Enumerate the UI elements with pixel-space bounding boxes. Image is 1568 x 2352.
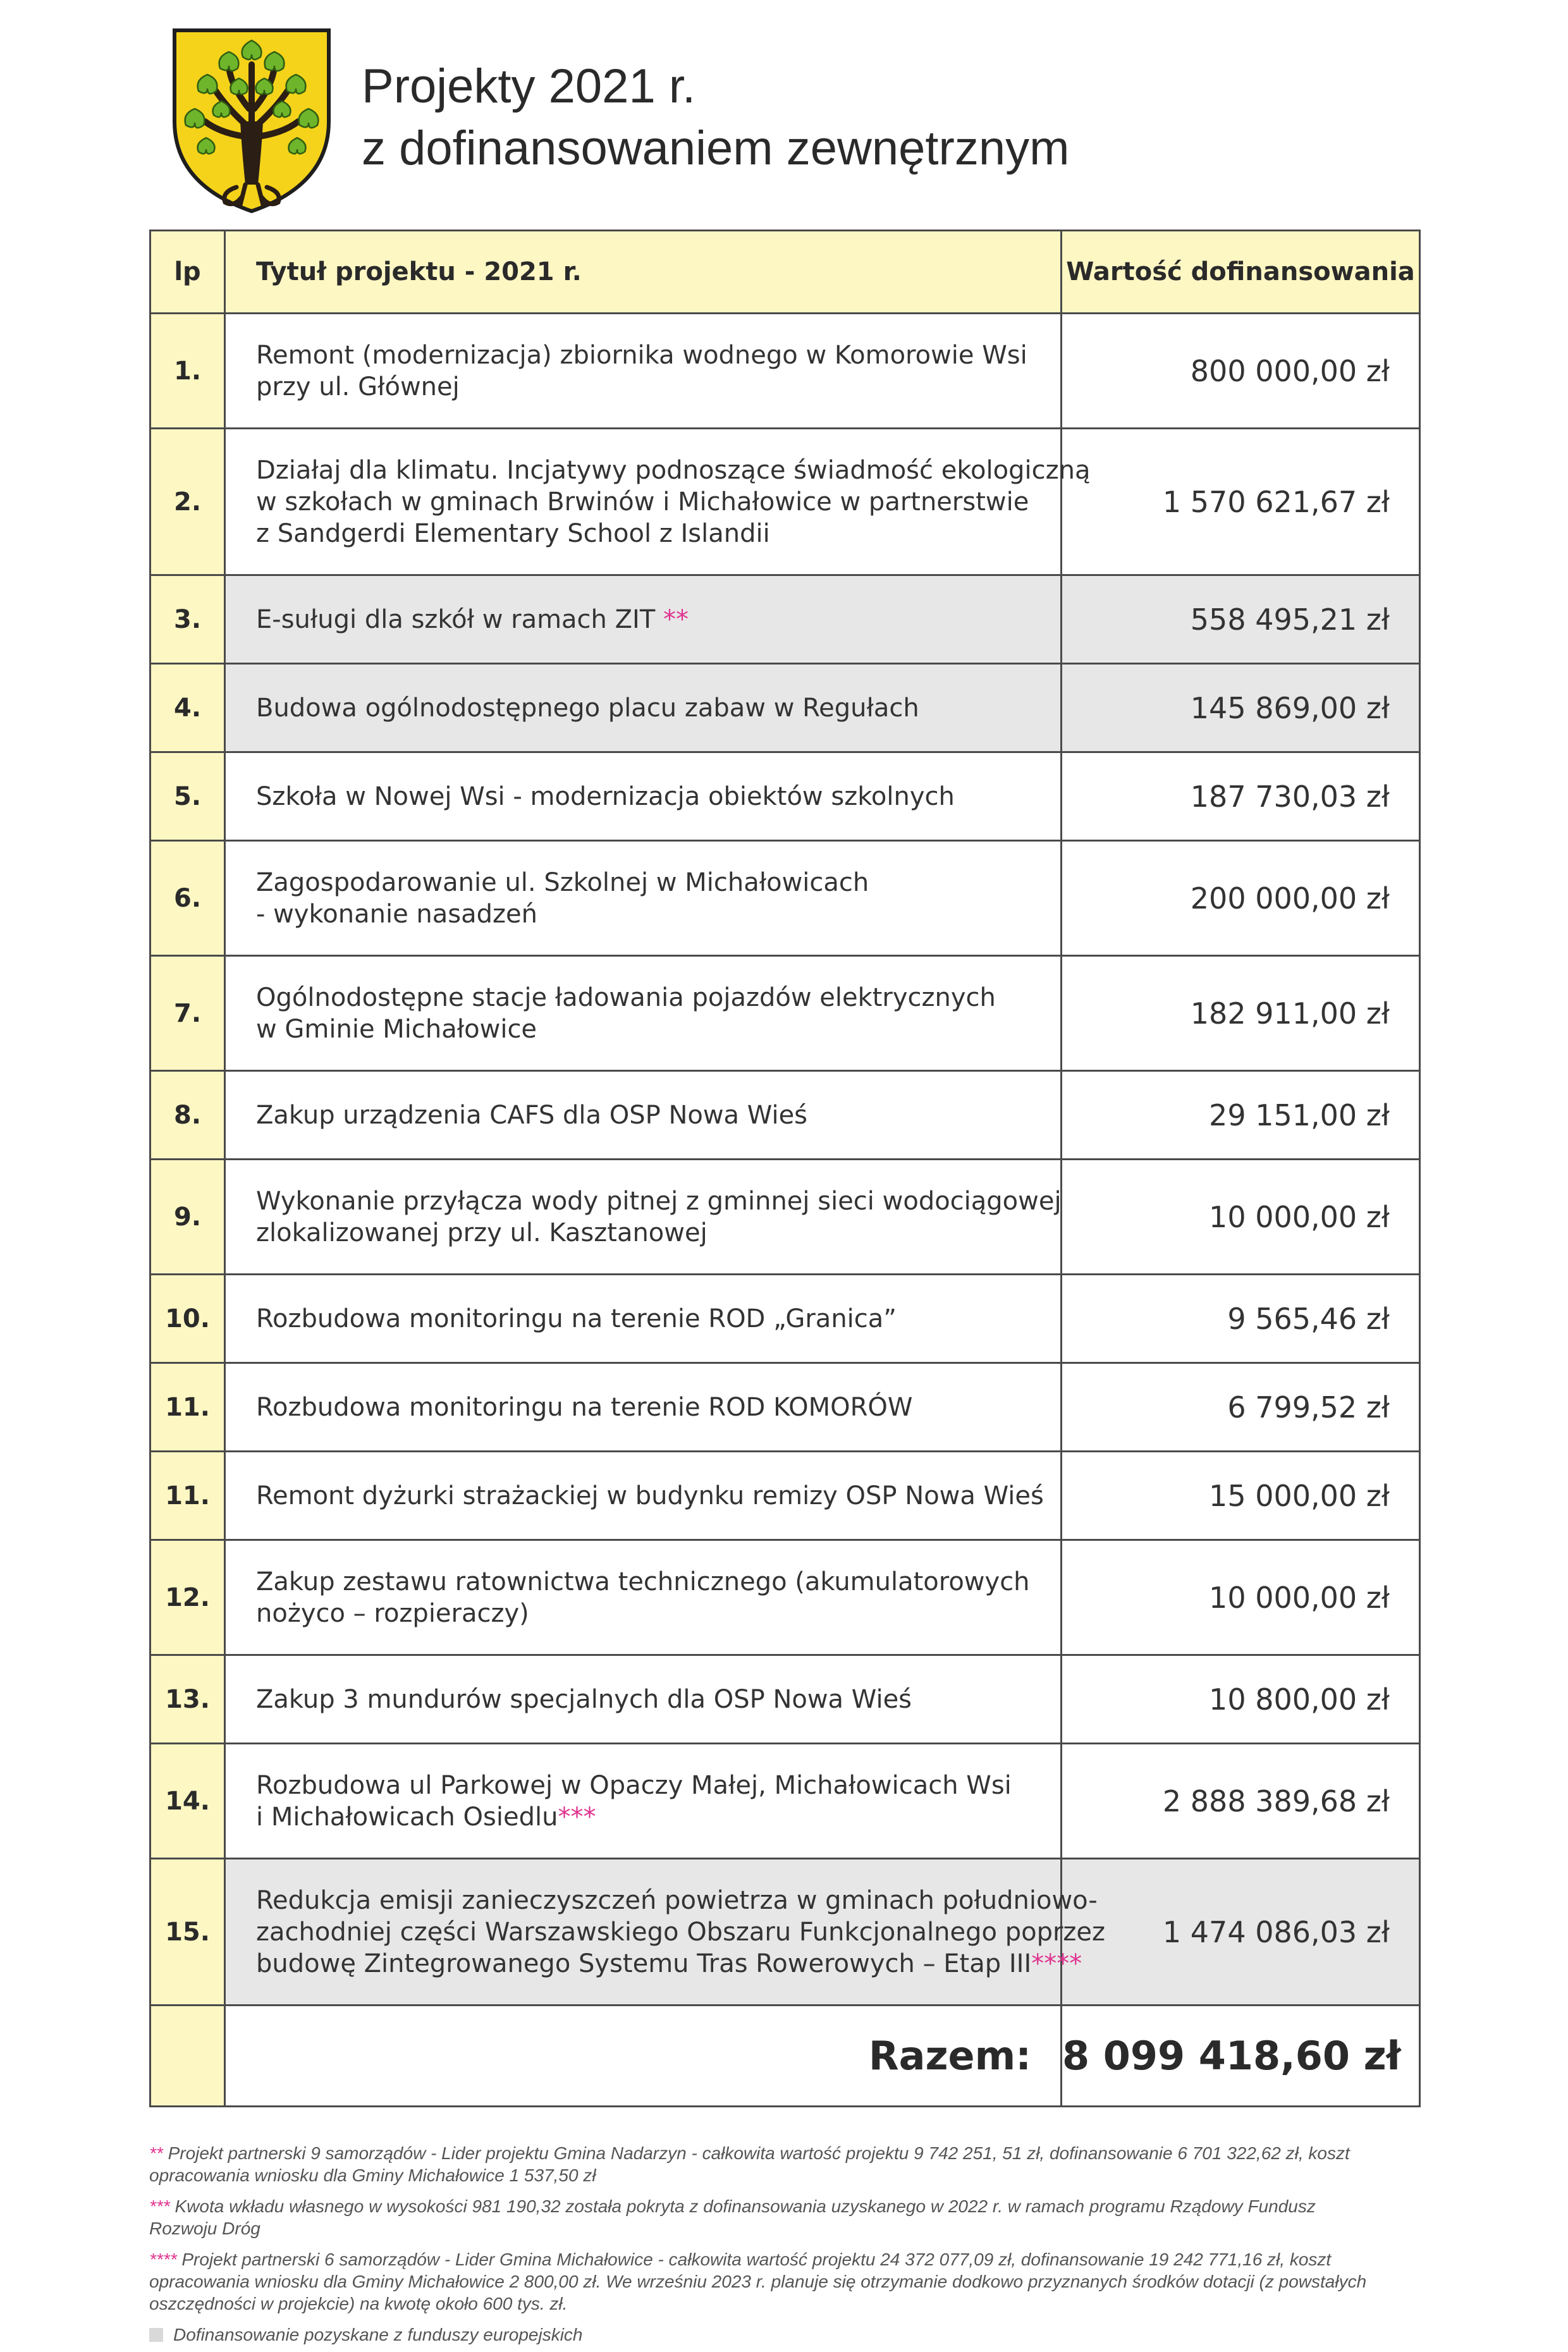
row-number: 5.	[150, 752, 225, 841]
project-title-line	[256, 455, 1091, 486]
project-title-line	[256, 371, 1060, 403]
footnote	[149, 2195, 1419, 2239]
project-value: 1 474 086,03 zł	[1062, 1859, 1420, 2006]
project-title-line	[256, 1885, 1098, 1916]
project-title-line	[256, 1014, 1060, 1045]
project-title-line	[256, 898, 1060, 930]
project-title-text: nożyco – rozpieraczy)	[256, 1598, 529, 1628]
footnote-line	[149, 2195, 1419, 2217]
project-title-line	[256, 340, 1060, 371]
table-row	[150, 956, 1420, 1071]
page-title	[362, 56, 1069, 180]
total-label: Razem:	[225, 2006, 1062, 2107]
project-title	[225, 1452, 1062, 1540]
table-row	[150, 1744, 1420, 1859]
footnote-marker: ****	[1031, 1949, 1082, 1978]
project-title-line	[256, 486, 1060, 518]
project-title	[225, 752, 1062, 841]
row-number: 11.	[150, 1363, 225, 1452]
footnote	[149, 2142, 1419, 2186]
project-value: 10 000,00 zł	[1062, 1540, 1420, 1655]
footnote-line	[149, 2248, 1419, 2270]
project-title-line	[256, 692, 1060, 724]
footnote-line	[149, 2270, 1419, 2293]
project-title-text: w Gminie Michałowice	[256, 1014, 537, 1044]
table-row	[150, 664, 1420, 752]
project-value: 10 800,00 zł	[1062, 1655, 1420, 1744]
project-title	[225, 1744, 1062, 1859]
project-title-text: Redukcja emisji zanieczyszczeń powietrza w gminach południowo-	[256, 1885, 1098, 1915]
row-number: 12.	[150, 1540, 225, 1655]
project-title	[225, 1071, 1062, 1160]
project-title-text: z Sandgerdi Elementary School z Islandii	[256, 518, 770, 548]
legend	[149, 2324, 1419, 2346]
project-title	[225, 841, 1062, 956]
project-title-text: Remont dyżurki strażackiej w budynku remizy OSP Nowa Wieś	[256, 1481, 1044, 1510]
footnote-marker: ***	[149, 2196, 170, 2216]
footnote-marker: ***	[558, 1802, 596, 1832]
project-title	[225, 314, 1062, 429]
project-value: 10 000,00 zł	[1062, 1160, 1420, 1275]
project-title-text: Remont (modernizacja) zbiornika wodnego w Komorowie Wsi	[256, 340, 1027, 370]
footnote-marker: **	[149, 2143, 163, 2163]
footnote-line	[149, 2164, 1419, 2186]
footnote-list	[149, 2142, 1419, 2315]
legend-swatch	[149, 2328, 163, 2342]
project-title	[225, 1540, 1062, 1655]
table-body	[150, 314, 1420, 2006]
project-title-line	[256, 1392, 1060, 1423]
row-number: 4.	[150, 664, 225, 752]
footnotes	[149, 2142, 1419, 2346]
linden-tree-coat-of-arms-icon	[171, 27, 333, 214]
project-title-line	[256, 1770, 1060, 1801]
row-number: 1.	[150, 314, 225, 429]
table-row	[150, 1655, 1420, 1744]
footnote-text: opracowania wniosku dla Gminy Michałowice 2 800,00 zł. We wrześniu 2023 r. planuje się otrzymanie dodkowo przyznanych środków dotacji (z powstałych	[149, 2272, 1367, 2291]
total-row	[150, 2006, 1420, 2107]
project-value: 800 000,00 zł	[1062, 314, 1420, 429]
project-value: 558 495,21 zł	[1062, 575, 1420, 664]
project-title-text: budowę Zintegrowanego Systemu Tras Rowerowych – Etap III	[256, 1949, 1032, 1978]
footnote-text: Kwota wkładu własnego w wysokości 981 190,32 została pokryta z dofinansowania uzyskanego w 2022 r. w ramach programu Rządowy Fundusz	[175, 2196, 1316, 2216]
project-title-line	[256, 1217, 1060, 1249]
row-number: 13.	[150, 1655, 225, 1744]
project-title-text: przy ul. Głównej	[256, 372, 460, 401]
project-title-text: i Michałowicach Osiedlu	[256, 1802, 558, 1832]
projects-table	[149, 230, 1421, 2107]
project-title-line	[256, 1480, 1060, 1512]
project-title-text: E-suługi dla szkół w ramach ZIT	[256, 604, 656, 634]
project-title-text: zlokalizowanej przy ul. Kasztanowej	[256, 1218, 707, 1247]
project-value: 15 000,00 zł	[1062, 1452, 1420, 1540]
table-row	[150, 1275, 1420, 1363]
project-value: 145 869,00 zł	[1062, 664, 1420, 752]
project-title-text: Zakup urządzenia CAFS dla OSP Nowa Wieś	[256, 1100, 808, 1130]
project-title-line	[256, 982, 1060, 1014]
title-line-2: z dofinansowaniem zewnętrznym	[362, 121, 1070, 175]
table-row	[150, 1071, 1420, 1160]
project-title-line	[256, 1684, 1060, 1715]
project-title	[225, 1655, 1062, 1744]
footnote-text: Projekt partnerski 6 samorządów - Lider Gmina Michałowice - całkowita wartość projektu 24 372 077,09 zł, dofinansowanie 19 242 771,16 zł, koszt	[181, 2250, 1332, 2269]
project-title-text: Zakup 3 mundurów specjalnych dla OSP Nowa Wieś	[256, 1684, 912, 1714]
project-title-line	[256, 1801, 1060, 1833]
table-row	[150, 1452, 1420, 1540]
project-value: 187 730,03 zł	[1062, 752, 1420, 841]
project-value: 182 911,00 zł	[1062, 956, 1420, 1071]
project-value: 1 570 621,67 zł	[1062, 429, 1420, 575]
project-title-text: zachodniej części Warszawskiego Obszaru Funkcjonalnego poprzez	[256, 1917, 1106, 1947]
row-number: 9.	[150, 1160, 225, 1275]
footnote-text: Projekt partnerski 9 samorządów - Lider projektu Gmina Nadarzyn - całkowita wartość projektu 9 742 251, 51 zł, dofinansowanie 6 701 322,62 zł, koszt	[168, 2143, 1350, 2163]
footnote-text: Rozwoju Dróg	[149, 2219, 260, 2238]
row-number: 14.	[150, 1744, 225, 1859]
row-number: 2.	[150, 429, 225, 575]
project-title-line	[256, 1099, 1060, 1131]
total-value: 8 099 418,60 zł	[1062, 2006, 1420, 2107]
project-value: 200 000,00 zł	[1062, 841, 1420, 956]
project-title-text: w szkołach w gminach Brwinów i Michałowice w partnerstwie	[256, 487, 1029, 517]
footnote-marker: ****	[149, 2250, 177, 2269]
row-number: 3.	[150, 575, 225, 664]
row-number: 7.	[150, 956, 225, 1071]
row-number: 11.	[150, 1452, 225, 1540]
footnote-line	[149, 2142, 1419, 2164]
project-value: 29 151,00 zł	[1062, 1071, 1420, 1160]
legend-text: Dofinansowanie pozyskane z funduszy europejskich	[173, 2325, 583, 2344]
project-title-text: Rozbudowa ul Parkowej w Opaczy Małej, Michałowicach Wsi	[256, 1770, 1012, 1800]
project-value: 9 565,46 zł	[1062, 1275, 1420, 1363]
table-row	[150, 429, 1420, 575]
project-title-line	[256, 1566, 1060, 1598]
table-row	[150, 1160, 1420, 1275]
table-row	[150, 752, 1420, 841]
project-title	[225, 575, 1062, 664]
footnote-line	[149, 2293, 1419, 2315]
project-title	[225, 1160, 1062, 1275]
project-title-text: Budowa ogólnodostępnego placu zabaw w Regułach	[256, 693, 919, 723]
footnote-text: opracowania wniosku dla Gminy Michałowice 1 537,50 zł	[149, 2165, 596, 2185]
table-row	[150, 841, 1420, 956]
project-title-text: - wykonanie nasadzeń	[256, 899, 537, 929]
project-title-line	[256, 1303, 1060, 1335]
project-title-text: Zagospodarowanie ul. Szkolnej w Michałowicach	[256, 867, 869, 897]
project-title-line	[256, 1916, 1106, 1948]
footnote-marker: **	[663, 604, 689, 634]
column-header-lp: lp	[150, 231, 225, 314]
title-line-1: Projekty 2021 r.	[362, 59, 696, 113]
table-header-row	[150, 231, 1420, 314]
row-number: 10.	[150, 1275, 225, 1363]
row-number: 8.	[150, 1071, 225, 1160]
footnote-text: oszczędności w projekcie) na kwotę około 600 tys. zł.	[149, 2294, 568, 2313]
project-title-text: Rozbudowa monitoringu na terenie ROD KOMORÓW	[256, 1392, 913, 1422]
project-title-line	[256, 1185, 1060, 1217]
table-row	[150, 1540, 1420, 1655]
project-title-line	[256, 604, 1060, 635]
project-title	[225, 1275, 1062, 1363]
total-lp-cell	[150, 2006, 225, 2107]
row-number: 15.	[150, 1859, 225, 2006]
project-title	[225, 664, 1062, 752]
table-row	[150, 575, 1420, 664]
project-title	[225, 1363, 1062, 1452]
project-title-line	[256, 1598, 1060, 1629]
project-title-line	[256, 867, 1060, 898]
table-row	[150, 314, 1420, 429]
project-title-text: Wykonanie przyłącza wody pitnej z gminnej sieci wodociągowej	[256, 1186, 1062, 1216]
project-title-line	[256, 781, 1060, 812]
project-title-text: Rozbudowa monitoringu na terenie ROD „Granica”	[256, 1304, 897, 1333]
project-title	[225, 956, 1062, 1071]
column-header-title: Tytuł projektu - 2021 r.	[225, 231, 1062, 314]
row-number: 6.	[150, 841, 225, 956]
project-value: 2 888 389,68 zł	[1062, 1744, 1420, 1859]
footnote-line	[149, 2217, 1419, 2239]
project-title	[225, 1859, 1106, 2006]
project-title-text: Zakup zestawu ratownictwa technicznego (akumulatorowych	[256, 1567, 1030, 1596]
project-title-line	[256, 1948, 1082, 1980]
project-title-text: Ogólnodostępne stacje ładowania pojazdów elektrycznych	[256, 983, 996, 1012]
table-row	[150, 1859, 1420, 2006]
project-title-text: Szkoła w Nowej Wsi - modernizacja obiektów szkolnych	[256, 781, 955, 811]
project-title-text: Działaj dla klimatu. Incjatywy podnoszące świadmość ekologiczną	[256, 455, 1091, 485]
table-row	[150, 1363, 1420, 1452]
column-header-value: Wartość dofinansowania	[1062, 231, 1420, 314]
footnote	[149, 2248, 1419, 2315]
project-title-line	[256, 518, 1060, 549]
project-title	[225, 429, 1091, 575]
project-value: 6 799,52 zł	[1062, 1363, 1420, 1452]
